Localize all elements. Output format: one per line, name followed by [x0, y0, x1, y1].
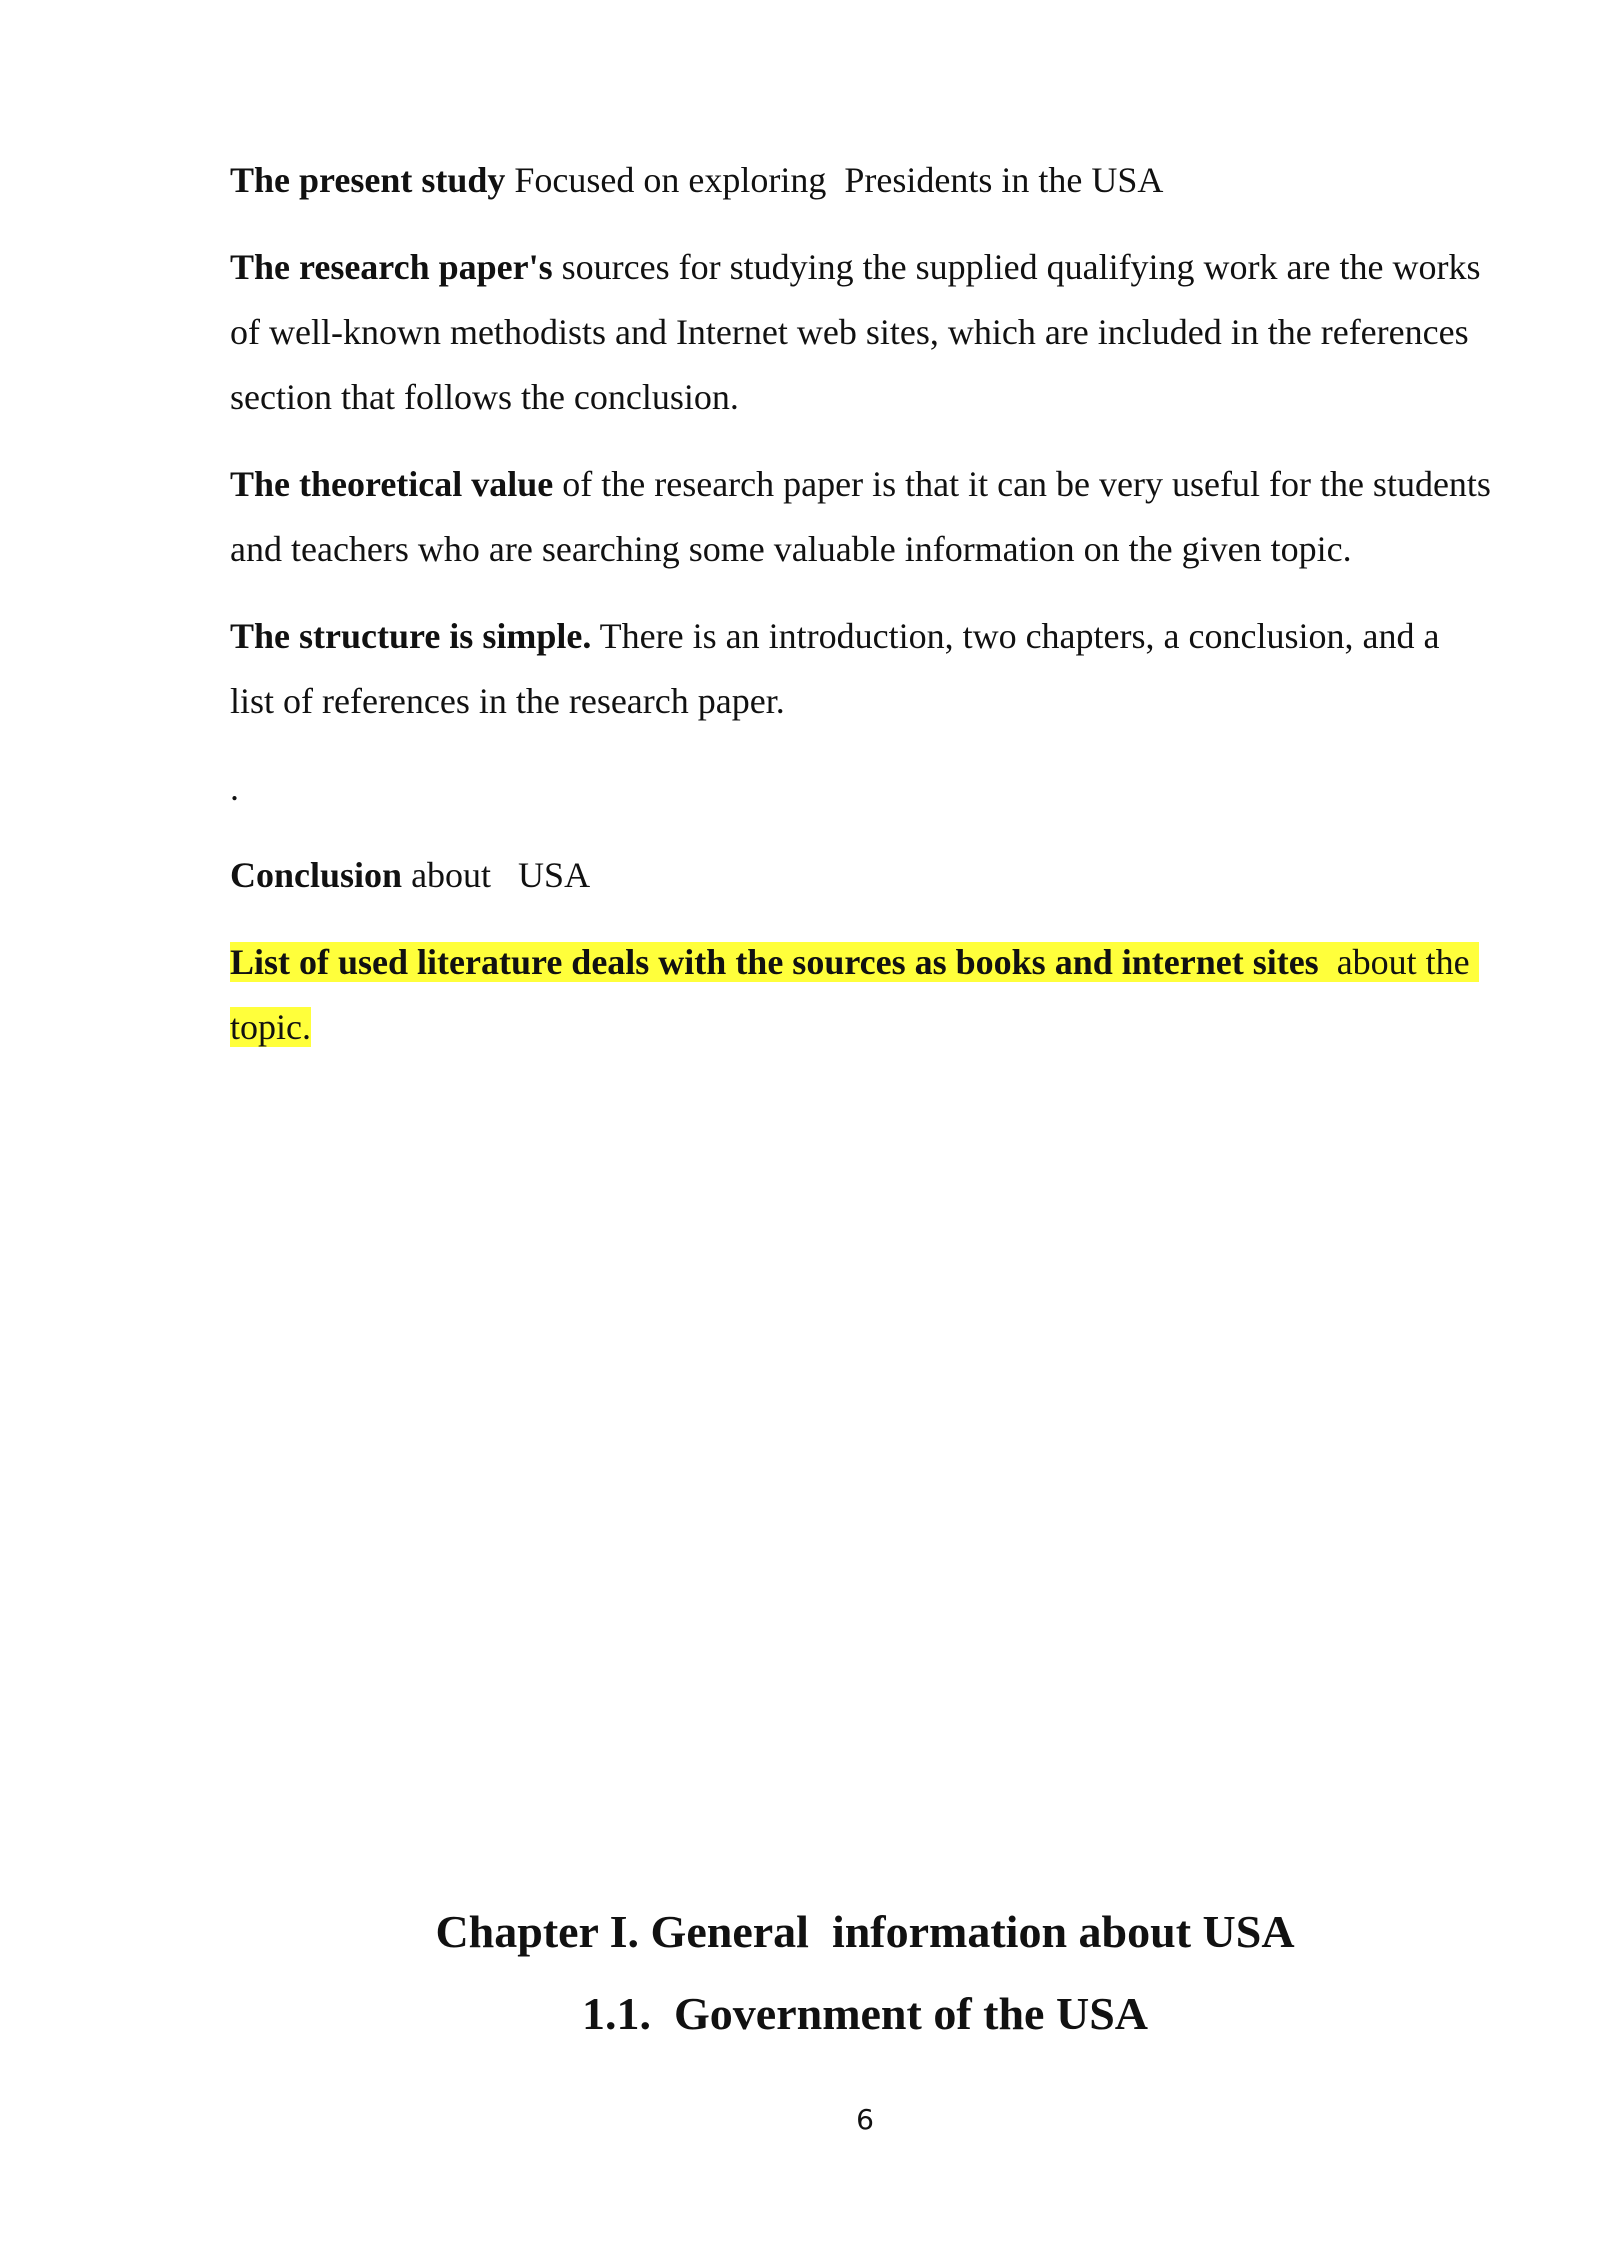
paragraph-present-study: [230, 148, 1492, 213]
conclusion-lead: Conclusion: [230, 855, 403, 895]
theoretical-value-text: of the research paper is that it can be very useful for the students and teachers who are searching some valuable information on the given topic.: [230, 464, 1500, 569]
literature-text: about the topic.: [230, 942, 1479, 1047]
research-paper-text: sources for studying the supplied qualifying work are the works of well-known methodists and Internet web sites, which are included in the references section that follows the conclusion.: [230, 247, 1490, 417]
literature-lead: List of used literature deals with the sources as books and internet sites: [230, 942, 1319, 982]
paragraph-conclusion: [230, 843, 1492, 908]
paragraph-dot: [230, 756, 1492, 821]
structure-text: There is an introduction, two chapters, a conclusion, and a list of references in the research paper.: [230, 616, 1449, 721]
research-paper-lead: The research paper's: [230, 247, 553, 287]
present-study-lead: The present study: [230, 160, 506, 200]
chapter-title: Chapter I. General information about USA: [435, 1906, 1295, 1957]
paragraph-theoretical-value: [230, 452, 1500, 582]
paragraph-research-paper: [230, 235, 1492, 430]
page-number: 6: [856, 2103, 874, 2136]
document-body: [230, 148, 1500, 1082]
literature-highlight: [230, 942, 1479, 1047]
structure-lead: The structure is simple.: [230, 616, 592, 656]
section-title: 1.1. Government of the USA: [582, 1988, 1148, 2039]
theoretical-value-lead: The theoretical value: [230, 464, 554, 504]
paragraph-structure: [230, 604, 1492, 734]
paragraph-literature: [230, 930, 1492, 1060]
conclusion-text: about USA: [402, 855, 591, 895]
dot-text: .: [230, 768, 239, 808]
present-study-text: Focused on exploring Presidents in the USA: [505, 160, 1164, 200]
